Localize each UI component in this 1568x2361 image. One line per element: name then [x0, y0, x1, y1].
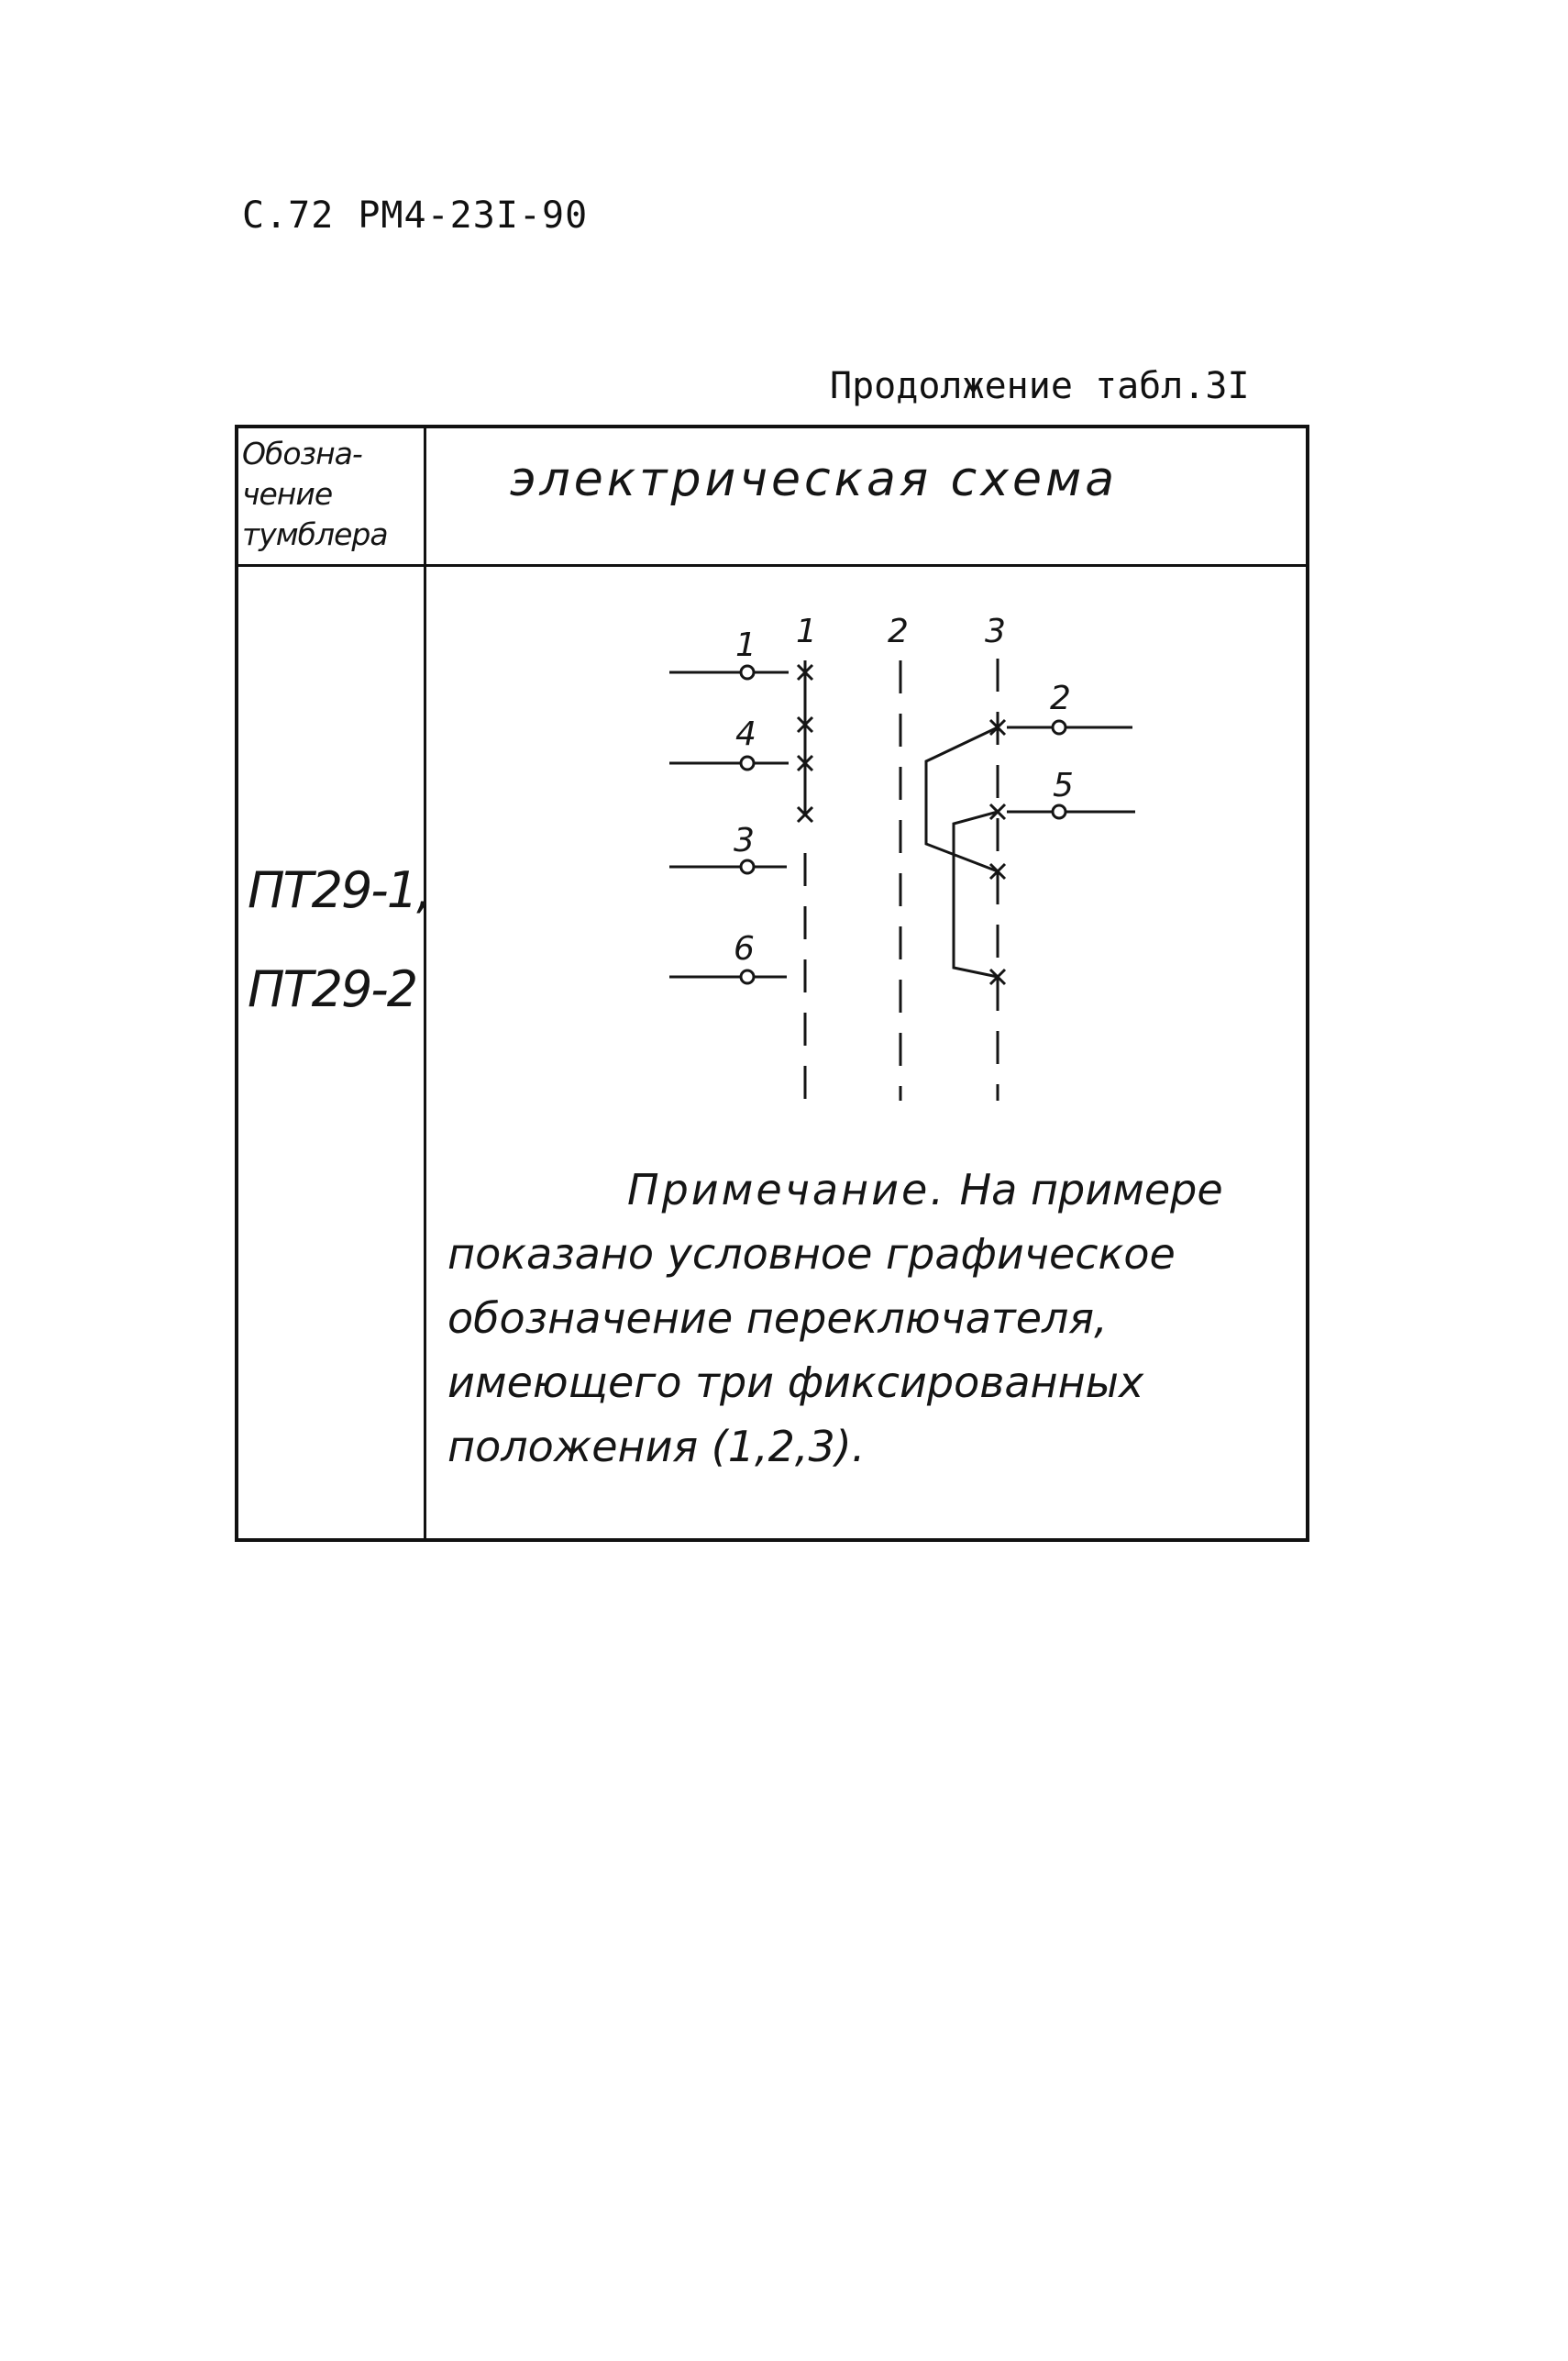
terminal-label-6: 6 — [734, 930, 755, 968]
table-continuation-label: Продолжение табл.3I — [830, 365, 1250, 407]
table-header-divider — [238, 564, 1306, 567]
main-table — [235, 425, 1309, 1542]
note-title: Примечание. — [627, 1165, 946, 1214]
page-number: С.72 — [242, 194, 335, 237]
note-block — [447, 1158, 1223, 1479]
position-label-3: 3 — [985, 613, 1006, 650]
col-scheme-header: электрическая схема — [510, 452, 1119, 507]
note-line: положения (1,2,3). — [447, 1422, 866, 1471]
page-header — [242, 194, 588, 237]
terminal-label-2: 2 — [1050, 680, 1071, 717]
note-line: показано условное графическое — [447, 1229, 1176, 1279]
terminal-label-5: 5 — [1053, 767, 1074, 804]
position-label-1: 1 — [796, 613, 817, 650]
col-designation-header-line: чение — [242, 476, 333, 512]
switch-designation-1: ПТ29-1, — [248, 861, 431, 919]
note-line: На примере — [959, 1165, 1223, 1214]
note-line: обозначение переключателя, — [447, 1293, 1108, 1343]
table-column-divider — [424, 428, 426, 1538]
col-designation-header — [242, 434, 388, 555]
position-label-2: 2 — [888, 613, 909, 650]
col-designation-header-line: тумблера — [242, 516, 388, 552]
note-line: имеющего три фиксированных — [447, 1358, 1144, 1407]
document-code: РМ4-23I-90 — [358, 194, 589, 237]
col-designation-header-line: Обозна- — [242, 436, 362, 471]
terminal-label-1: 1 — [735, 626, 756, 664]
terminal-label-4: 4 — [735, 715, 756, 753]
terminal-label-3: 3 — [734, 822, 755, 859]
switch-designation-2: ПТ29-2 — [248, 960, 417, 1018]
